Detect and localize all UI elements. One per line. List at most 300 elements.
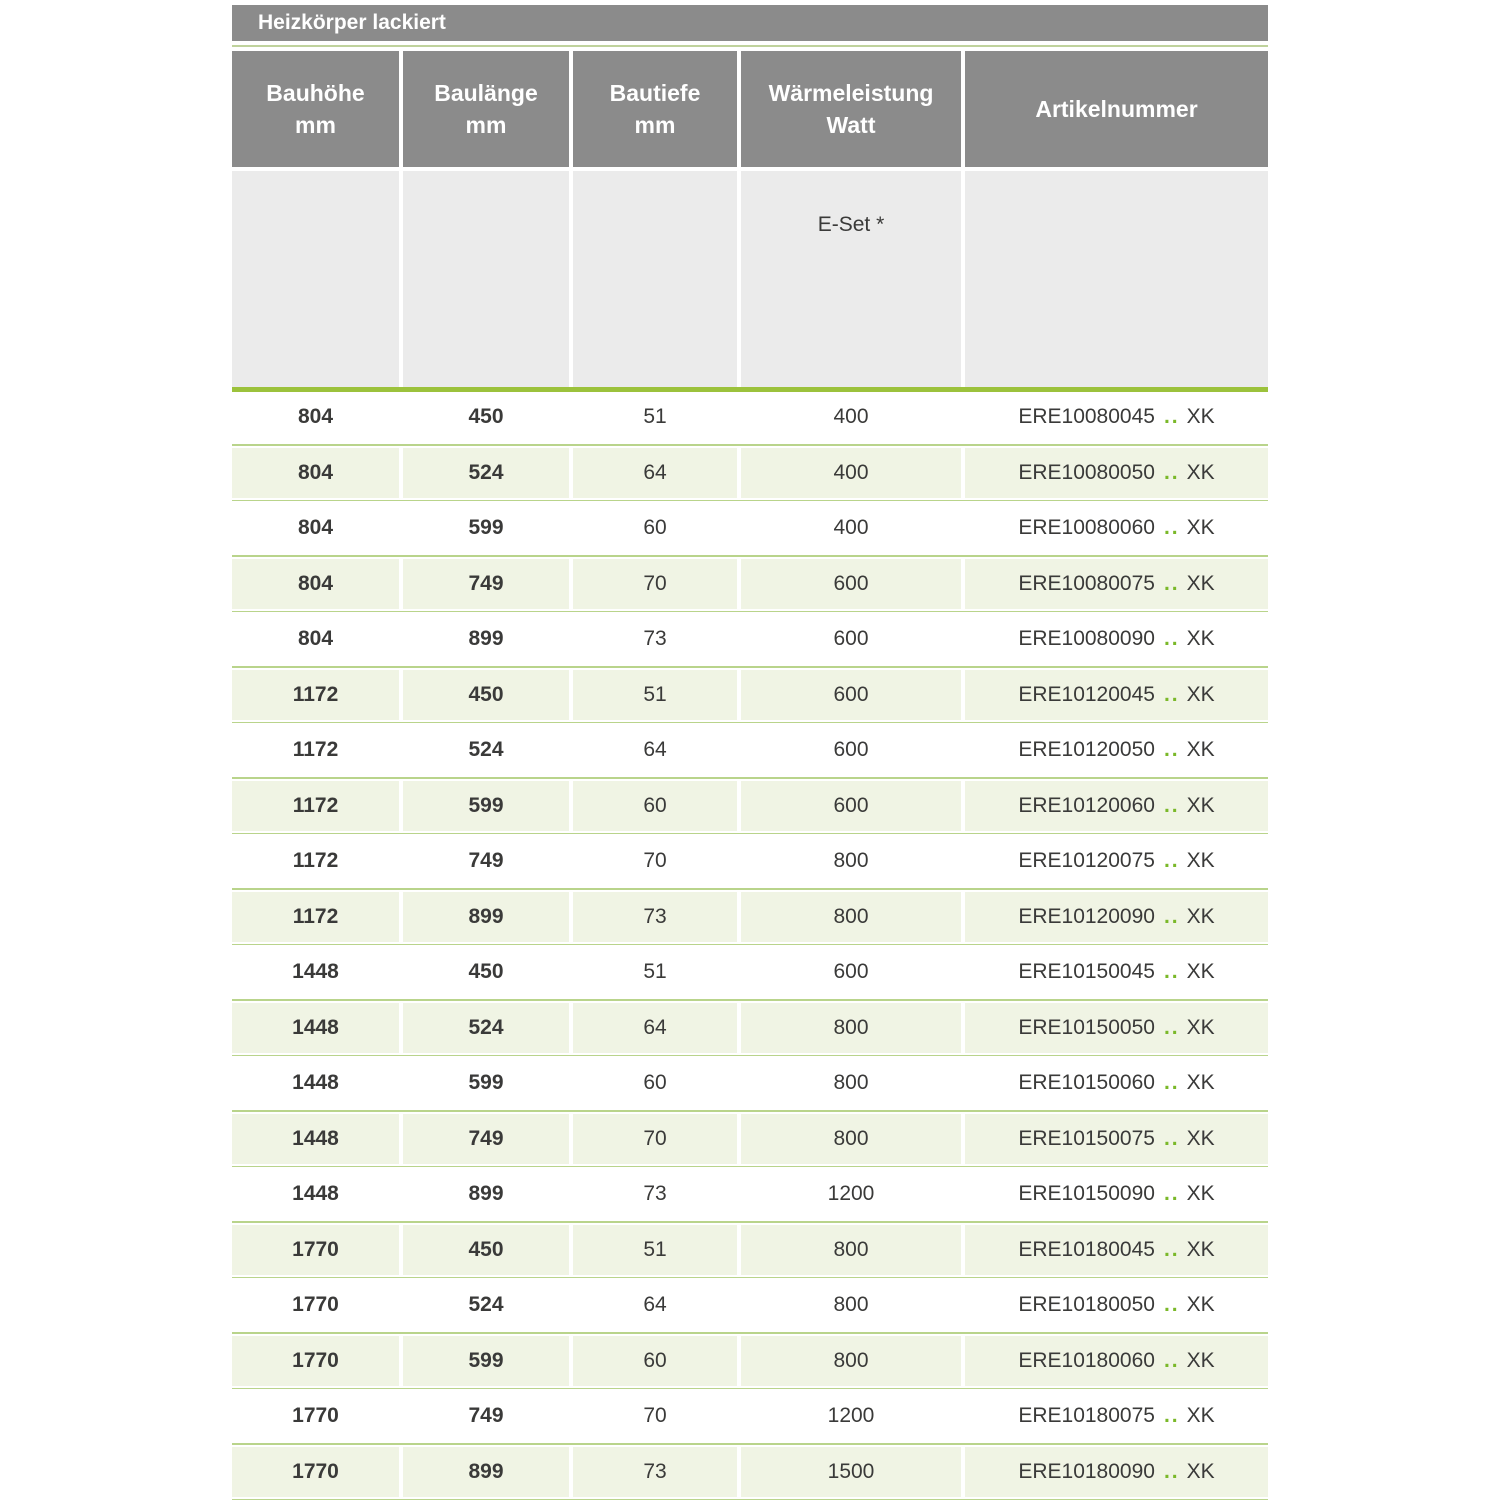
- artikelnummer-suffix: XK: [1186, 738, 1215, 761]
- artikelnummer-suffix: XK: [1186, 1237, 1215, 1261]
- table-header-row: [232, 51, 1268, 167]
- bauhoehe-value: 1770: [292, 1348, 339, 1372]
- cell-artikelnummer: [965, 1280, 1268, 1330]
- bautiefe-value: 60: [643, 1348, 667, 1372]
- cell-bauhoehe: [232, 1336, 399, 1386]
- row-divider: [232, 1055, 1268, 1057]
- baulaenge-value: 899: [468, 1459, 504, 1483]
- cell-waermeleistung: [741, 503, 961, 553]
- cell-waermeleistung: [741, 1225, 961, 1275]
- watt-value: 800: [833, 1348, 869, 1372]
- cell-artikelnummer: [965, 503, 1268, 553]
- cell-bauhoehe: [232, 781, 399, 831]
- bautiefe-value: 70: [643, 1404, 667, 1427]
- artikelnummer-suffix: XK: [1186, 682, 1215, 706]
- cell-baulaenge: [403, 1447, 569, 1497]
- baulaenge-value: 749: [468, 571, 504, 595]
- cell-bauhoehe: [232, 448, 399, 498]
- artikelnummer-placeholder-dots: ..: [1163, 682, 1180, 706]
- bautiefe-value: 64: [643, 738, 667, 761]
- artikelnummer-value: ERE10180050: [1018, 1293, 1155, 1316]
- cell-waermeleistung: [741, 1336, 961, 1386]
- cell-bautiefe: [573, 392, 737, 442]
- cell-baulaenge: [403, 725, 569, 775]
- cell-bautiefe: [573, 892, 737, 942]
- artikelnummer-suffix: XK: [1186, 1459, 1215, 1483]
- cell-bautiefe: [573, 1003, 737, 1053]
- table-row: [232, 392, 1268, 442]
- bauhoehe-value: 804: [297, 627, 334, 650]
- cell-bautiefe: [573, 670, 737, 720]
- table-subheader-row: [232, 171, 1268, 387]
- cell-bautiefe: [573, 1447, 737, 1497]
- artikelnummer-suffix: XK: [1186, 571, 1215, 595]
- baulaenge-value: 450: [468, 1237, 504, 1261]
- artikelnummer-value: ERE10180045: [1018, 1237, 1155, 1261]
- cell-bauhoehe: [232, 892, 399, 942]
- artikelnummer-suffix: XK: [1186, 1182, 1215, 1205]
- cell-artikelnummer: [965, 725, 1268, 775]
- cell-bauhoehe: [232, 725, 399, 775]
- table-row: [232, 1003, 1268, 1053]
- cell-waermeleistung: [741, 448, 961, 498]
- cell-waermeleistung: [741, 892, 961, 942]
- cell-baulaenge: [403, 781, 569, 831]
- cell-artikelnummer: [965, 836, 1268, 886]
- watt-value: 600: [833, 793, 869, 817]
- artikelnummer-value: ERE10180075: [1018, 1404, 1155, 1427]
- cell-waermeleistung: [741, 670, 961, 720]
- watt-value: 1200: [827, 1404, 875, 1427]
- subheader-cell-artikelnummer: [965, 171, 1268, 387]
- bautiefe-value: 73: [643, 627, 667, 650]
- cell-artikelnummer: [965, 1225, 1268, 1275]
- artikelnummer-value: ERE10120050: [1018, 738, 1155, 761]
- bautiefe-value: 70: [643, 849, 667, 872]
- cell-bautiefe: [573, 503, 737, 553]
- cell-bauhoehe: [232, 1225, 399, 1275]
- watt-value: 600: [833, 738, 869, 761]
- row-divider: [232, 1221, 1268, 1223]
- bauhoehe-value: 1770: [292, 1404, 339, 1427]
- column-header-line2: mm: [634, 112, 676, 138]
- column-header-line2: mm: [465, 112, 507, 138]
- watt-value: 800: [833, 1237, 869, 1261]
- cell-baulaenge: [403, 947, 569, 997]
- cell-artikelnummer: [965, 947, 1268, 997]
- cell-artikelnummer: [965, 1391, 1268, 1441]
- table-row: [232, 559, 1268, 609]
- cell-baulaenge: [403, 1391, 569, 1441]
- cell-baulaenge: [403, 503, 569, 553]
- cell-bautiefe: [573, 1058, 737, 1108]
- bautiefe-value: 64: [643, 1293, 667, 1316]
- column-header-bauhoehe: [232, 51, 399, 167]
- baulaenge-value: 749: [468, 849, 504, 872]
- subheader-cell-bautiefe: [573, 171, 737, 387]
- baulaenge-value: 599: [468, 793, 504, 817]
- cell-baulaenge: [403, 1114, 569, 1164]
- column-header-line2: Watt: [826, 112, 876, 138]
- row-divider: [232, 1110, 1268, 1112]
- bautiefe-value: 73: [643, 904, 667, 928]
- artikelnummer-placeholder-dots: ..: [1163, 1015, 1180, 1039]
- bauhoehe-value: 804: [297, 516, 334, 539]
- table-row: [232, 1391, 1268, 1441]
- bauhoehe-value: 1770: [292, 1459, 339, 1483]
- watt-value: 1200: [827, 1182, 875, 1205]
- baulaenge-value: 524: [468, 1015, 504, 1039]
- cell-bauhoehe: [232, 559, 399, 609]
- cell-artikelnummer: [965, 1169, 1268, 1219]
- cell-bauhoehe: [232, 947, 399, 997]
- cell-bautiefe: [573, 725, 737, 775]
- baulaenge-value: 450: [468, 405, 504, 428]
- artikelnummer-placeholder-dots: ..: [1163, 738, 1180, 761]
- cell-baulaenge: [403, 1058, 569, 1108]
- artikelnummer-value: ERE10180090: [1018, 1459, 1155, 1483]
- cell-artikelnummer: [965, 614, 1268, 664]
- artikelnummer-placeholder-dots: ..: [1163, 627, 1180, 650]
- row-divider: [232, 999, 1268, 1001]
- baulaenge-value: 524: [468, 738, 504, 761]
- watt-value: 400: [833, 405, 869, 428]
- artikelnummer-placeholder-dots: ..: [1163, 849, 1180, 872]
- cell-bautiefe: [573, 448, 737, 498]
- artikelnummer-placeholder-dots: ..: [1163, 460, 1180, 484]
- row-divider: [232, 666, 1268, 668]
- cell-bauhoehe: [232, 1114, 399, 1164]
- cell-baulaenge: [403, 1336, 569, 1386]
- cell-bautiefe: [573, 1391, 737, 1441]
- artikelnummer-placeholder-dots: ..: [1163, 1182, 1180, 1205]
- bauhoehe-value: 1172: [292, 682, 339, 706]
- watt-value: 800: [833, 1293, 869, 1316]
- row-divider: [232, 555, 1268, 557]
- cell-baulaenge: [403, 1169, 569, 1219]
- column-header-line2: mm: [295, 112, 336, 138]
- artikelnummer-suffix: XK: [1186, 1348, 1215, 1372]
- artikelnummer-value: ERE10120060: [1018, 793, 1155, 817]
- cell-bauhoehe: [232, 1447, 399, 1497]
- title-divider: [232, 45, 1268, 47]
- artikelnummer-value: ERE10080090: [1018, 627, 1155, 650]
- watt-value: 800: [833, 1071, 869, 1094]
- cell-bautiefe: [573, 836, 737, 886]
- bauhoehe-value: 1448: [292, 1182, 339, 1205]
- column-header-line1: Baulänge: [434, 79, 538, 106]
- cell-artikelnummer: [965, 392, 1268, 442]
- artikelnummer-placeholder-dots: ..: [1163, 1293, 1180, 1316]
- table-row: [232, 781, 1268, 831]
- cell-artikelnummer: [965, 1058, 1268, 1108]
- row-divider: [232, 611, 1268, 613]
- artikelnummer-suffix: XK: [1186, 904, 1215, 928]
- baulaenge-value: 899: [468, 627, 504, 650]
- table-title: Heizkörper lackiert: [258, 11, 446, 34]
- cell-waermeleistung: [741, 614, 961, 664]
- radiator-spec-table: [232, 5, 1268, 1500]
- watt-value: 400: [833, 516, 869, 539]
- bautiefe-value: 51: [643, 1237, 667, 1261]
- cell-bautiefe: [573, 1280, 737, 1330]
- row-divider: [232, 1332, 1268, 1334]
- cell-bauhoehe: [232, 836, 399, 886]
- artikelnummer-value: ERE10120090: [1018, 904, 1155, 928]
- cell-baulaenge: [403, 448, 569, 498]
- artikelnummer-value: ERE10080075: [1018, 571, 1155, 595]
- baulaenge-value: 599: [468, 1071, 504, 1094]
- cell-artikelnummer: [965, 670, 1268, 720]
- subheader-cell-baulaenge: [403, 171, 569, 387]
- cell-bautiefe: [573, 947, 737, 997]
- artikelnummer-value: ERE10150075: [1018, 1126, 1155, 1150]
- cell-baulaenge: [403, 892, 569, 942]
- cell-bautiefe: [573, 559, 737, 609]
- cell-artikelnummer: [965, 892, 1268, 942]
- bauhoehe-value: 1172: [292, 738, 339, 761]
- bautiefe-value: 60: [643, 793, 667, 817]
- row-divider: [232, 888, 1268, 890]
- cell-waermeleistung: [741, 392, 961, 442]
- artikelnummer-placeholder-dots: ..: [1163, 960, 1180, 983]
- cell-waermeleistung: [741, 559, 961, 609]
- cell-bauhoehe: [232, 1169, 399, 1219]
- column-header-line1: Bautiefe: [609, 79, 701, 106]
- artikelnummer-value: ERE10150050: [1018, 1015, 1155, 1039]
- eset-label: E-Set *: [817, 213, 885, 236]
- bautiefe-value: 51: [643, 405, 667, 428]
- artikelnummer-suffix: XK: [1186, 516, 1215, 539]
- table-title-bar: [232, 5, 1268, 41]
- bautiefe-value: 64: [643, 1015, 667, 1039]
- artikelnummer-value: ERE10150060: [1018, 1071, 1155, 1094]
- artikelnummer-suffix: XK: [1186, 793, 1215, 817]
- cell-baulaenge: [403, 1225, 569, 1275]
- watt-value: 600: [833, 571, 869, 595]
- artikelnummer-value: ERE10120045: [1018, 682, 1155, 706]
- row-divider: [232, 444, 1268, 446]
- artikelnummer-suffix: XK: [1186, 849, 1215, 872]
- bauhoehe-value: 1172: [292, 793, 339, 817]
- bauhoehe-value: 1448: [292, 1126, 339, 1150]
- subheader-cell-bauhoehe: [232, 171, 399, 387]
- watt-value: 800: [833, 904, 869, 928]
- bauhoehe-value: 804: [297, 460, 334, 484]
- cell-bautiefe: [573, 1114, 737, 1164]
- bauhoehe-value: 804: [297, 405, 334, 428]
- baulaenge-value: 899: [468, 904, 504, 928]
- artikelnummer-suffix: XK: [1186, 405, 1215, 428]
- cell-waermeleistung: [741, 947, 961, 997]
- bauhoehe-value: 1172: [292, 904, 339, 928]
- bautiefe-value: 70: [643, 571, 667, 595]
- artikelnummer-value: ERE10080050: [1018, 460, 1155, 484]
- cell-waermeleistung: [741, 1058, 961, 1108]
- bauhoehe-value: 1448: [292, 1015, 339, 1039]
- artikelnummer-placeholder-dots: ..: [1163, 571, 1180, 595]
- cell-baulaenge: [403, 836, 569, 886]
- cell-waermeleistung: [741, 1003, 961, 1053]
- baulaenge-value: 450: [468, 960, 504, 983]
- artikelnummer-placeholder-dots: ..: [1163, 1459, 1180, 1483]
- watt-value: 800: [833, 1126, 869, 1150]
- artikelnummer-suffix: XK: [1186, 1015, 1215, 1039]
- table-row: [232, 1280, 1268, 1330]
- cell-bauhoehe: [232, 392, 399, 442]
- cell-bautiefe: [573, 1225, 737, 1275]
- artikelnummer-suffix: XK: [1186, 1126, 1215, 1150]
- artikelnummer-suffix: XK: [1186, 960, 1215, 983]
- cell-artikelnummer: [965, 781, 1268, 831]
- artikelnummer-suffix: XK: [1186, 1293, 1215, 1316]
- table-row: [232, 947, 1268, 997]
- bautiefe-value: 73: [643, 1182, 667, 1205]
- row-divider: [232, 777, 1268, 779]
- watt-value: 600: [833, 682, 869, 706]
- artikelnummer-suffix: XK: [1186, 1404, 1215, 1427]
- bautiefe-value: 70: [643, 1126, 667, 1150]
- watt-value: 400: [833, 460, 869, 484]
- artikelnummer-placeholder-dots: ..: [1163, 1348, 1180, 1372]
- cell-artikelnummer: [965, 1003, 1268, 1053]
- bautiefe-value: 64: [643, 460, 667, 484]
- cell-waermeleistung: [741, 1114, 961, 1164]
- cell-waermeleistung: [741, 781, 961, 831]
- column-header-line1: Wärmeleistung: [768, 79, 934, 106]
- cell-baulaenge: [403, 392, 569, 442]
- cell-artikelnummer: [965, 1447, 1268, 1497]
- table-row: [232, 1336, 1268, 1386]
- table-row: [232, 1114, 1268, 1164]
- table-row: [232, 1058, 1268, 1108]
- artikelnummer-placeholder-dots: ..: [1163, 793, 1180, 817]
- baulaenge-value: 450: [468, 682, 504, 706]
- baulaenge-value: 524: [468, 1293, 504, 1316]
- cell-bauhoehe: [232, 1391, 399, 1441]
- column-header-artikelnummer: [965, 51, 1268, 167]
- cell-bauhoehe: [232, 1280, 399, 1330]
- cell-waermeleistung: [741, 1280, 961, 1330]
- watt-value: 800: [833, 1015, 869, 1039]
- artikelnummer-value: ERE10150045: [1018, 960, 1155, 983]
- artikelnummer-value: ERE10120075: [1018, 849, 1155, 872]
- watt-value: 800: [833, 849, 869, 872]
- table-row: [232, 1447, 1268, 1497]
- column-header-line1: Artikelnummer: [1035, 95, 1198, 122]
- baulaenge-value: 749: [468, 1126, 504, 1150]
- row-divider: [232, 722, 1268, 724]
- bautiefe-value: 73: [643, 1459, 667, 1483]
- artikelnummer-placeholder-dots: ..: [1163, 516, 1180, 539]
- cell-baulaenge: [403, 1280, 569, 1330]
- cell-waermeleistung: [741, 1391, 961, 1441]
- artikelnummer-placeholder-dots: ..: [1163, 1126, 1180, 1150]
- table-row: [232, 503, 1268, 553]
- artikelnummer-placeholder-dots: ..: [1163, 1237, 1180, 1261]
- artikelnummer-suffix: XK: [1186, 460, 1215, 484]
- bauhoehe-value: 1448: [292, 1071, 339, 1094]
- cell-bautiefe: [573, 614, 737, 664]
- baulaenge-value: 899: [468, 1182, 504, 1205]
- table-row: [232, 448, 1268, 498]
- bautiefe-value: 51: [643, 682, 667, 706]
- table-row: [232, 836, 1268, 886]
- table-row: [232, 614, 1268, 664]
- cell-bauhoehe: [232, 503, 399, 553]
- cell-baulaenge: [403, 614, 569, 664]
- table-row: [232, 1169, 1268, 1219]
- column-header-line1: Bauhöhe: [266, 79, 365, 106]
- cell-artikelnummer: [965, 1114, 1268, 1164]
- artikelnummer-placeholder-dots: ..: [1163, 405, 1180, 428]
- cell-bautiefe: [573, 1169, 737, 1219]
- artikelnummer-value: ERE10080060: [1018, 516, 1155, 539]
- cell-bautiefe: [573, 1336, 737, 1386]
- row-divider: [232, 1388, 1268, 1390]
- artikelnummer-suffix: XK: [1186, 1071, 1215, 1094]
- cell-bauhoehe: [232, 1003, 399, 1053]
- row-divider: [232, 944, 1268, 946]
- cell-bautiefe: [573, 781, 737, 831]
- table-row: [232, 1225, 1268, 1275]
- bautiefe-value: 60: [643, 1071, 667, 1094]
- artikelnummer-value: ERE10180060: [1018, 1348, 1155, 1372]
- cell-waermeleistung: [741, 1447, 961, 1497]
- table-body: [232, 392, 1268, 1500]
- subheader-cell-eset: [741, 171, 961, 387]
- row-divider: [232, 1443, 1268, 1445]
- artikelnummer-value: ERE10080045: [1018, 405, 1155, 428]
- artikelnummer-suffix: XK: [1186, 627, 1215, 650]
- cell-baulaenge: [403, 1003, 569, 1053]
- cell-baulaenge: [403, 559, 569, 609]
- watt-value: 1500: [827, 1459, 875, 1483]
- bautiefe-value: 60: [643, 516, 667, 539]
- cell-bauhoehe: [232, 614, 399, 664]
- cell-waermeleistung: [741, 725, 961, 775]
- bauhoehe-value: 1448: [292, 960, 339, 983]
- bauhoehe-value: 804: [297, 571, 334, 595]
- baulaenge-value: 524: [468, 460, 504, 484]
- row-divider: [232, 500, 1268, 502]
- row-divider: [232, 1166, 1268, 1168]
- table-row: [232, 670, 1268, 720]
- artikelnummer-placeholder-dots: ..: [1163, 904, 1180, 928]
- table-row: [232, 725, 1268, 775]
- cell-baulaenge: [403, 670, 569, 720]
- watt-value: 600: [833, 960, 869, 983]
- row-divider: [232, 1277, 1268, 1279]
- column-header-bautiefe: [573, 51, 737, 167]
- cell-bauhoehe: [232, 670, 399, 720]
- watt-value: 600: [833, 627, 869, 650]
- artikelnummer-value: ERE10150090: [1018, 1182, 1155, 1205]
- column-header-waermeleistung: [741, 51, 961, 167]
- baulaenge-value: 599: [468, 1348, 504, 1372]
- row-divider: [232, 833, 1268, 835]
- cell-artikelnummer: [965, 559, 1268, 609]
- table-row: [232, 892, 1268, 942]
- bauhoehe-value: 1770: [292, 1293, 339, 1316]
- cell-waermeleistung: [741, 1169, 961, 1219]
- cell-waermeleistung: [741, 836, 961, 886]
- artikelnummer-placeholder-dots: ..: [1163, 1071, 1180, 1094]
- cell-bauhoehe: [232, 1058, 399, 1108]
- cell-artikelnummer: [965, 448, 1268, 498]
- baulaenge-value: 749: [468, 1404, 504, 1427]
- baulaenge-value: 599: [468, 516, 504, 539]
